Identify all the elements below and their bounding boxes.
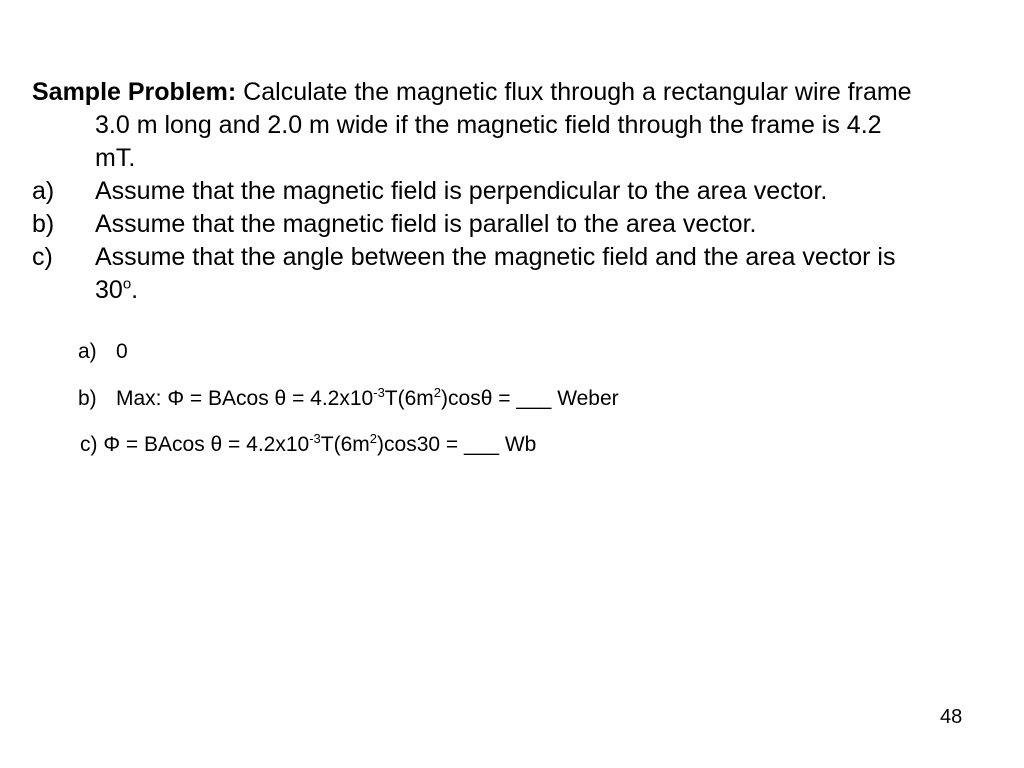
part-c-period: . [131,276,139,304]
part-b-text: Assume that the magnetic field is parallel to the area vector. [95,210,757,238]
problem-statement-line-2: 3.0 m long and 2.0 m wide if the magnetic field through the frame is 4.2 [95,111,882,139]
answer-b-exponent-2: 2 [433,385,442,400]
answer-c-exponent-1: -3 [309,431,321,446]
problem-part-c-continued [32,274,992,307]
problem-statement-line-1 [32,76,992,109]
answer-c-formula-2: T(6m [320,433,370,456]
answer-c-formula-3: )cos30 = ___ Wb [377,433,537,456]
answer-c-formula: Φ = BAcos θ = 4.2x10 [103,433,310,456]
answer-a-label: a) [78,340,97,363]
answer-a [78,340,128,364]
answer-c-exponent-2: 2 [369,431,378,446]
answer-c [80,433,536,457]
problem-text-1: Calculate the magnetic flux through a rectangular wire frame [236,78,912,106]
problem-part-b [32,208,992,241]
page-number: 48 [940,706,963,728]
sample-problem [32,76,992,307]
part-c-text: Assume that the angle between the magnetic field and the area vector is [95,243,896,271]
answer-c-label: c) [80,433,104,456]
part-a-label: a) [32,177,55,205]
problem-part-a [32,175,992,208]
part-c-label: c) [32,243,53,271]
degree-symbol: o [122,275,132,293]
answer-b-label: b) [78,387,97,410]
part-b-label: b) [32,210,55,238]
answer-b-max: Max: [116,387,168,410]
answer-b-formula-3: )cosθ = ___ Weber [441,387,619,410]
answer-b-exponent-1: -3 [373,385,385,400]
problem-heading: Sample Problem: [32,78,237,106]
problem-statement-line-3: mT. [95,144,136,172]
answer-b-formula-2: T(6m [384,387,434,410]
answer-b [78,387,619,411]
part-c-angle: 30 [95,276,123,304]
problem-part-c [32,241,992,274]
part-a-text: Assume that the magnetic field is perpendicular to the area vector. [95,177,828,205]
answer-a-value: 0 [116,340,128,363]
answer-b-formula: Φ = BAcos θ = 4.2x10 [167,387,374,410]
